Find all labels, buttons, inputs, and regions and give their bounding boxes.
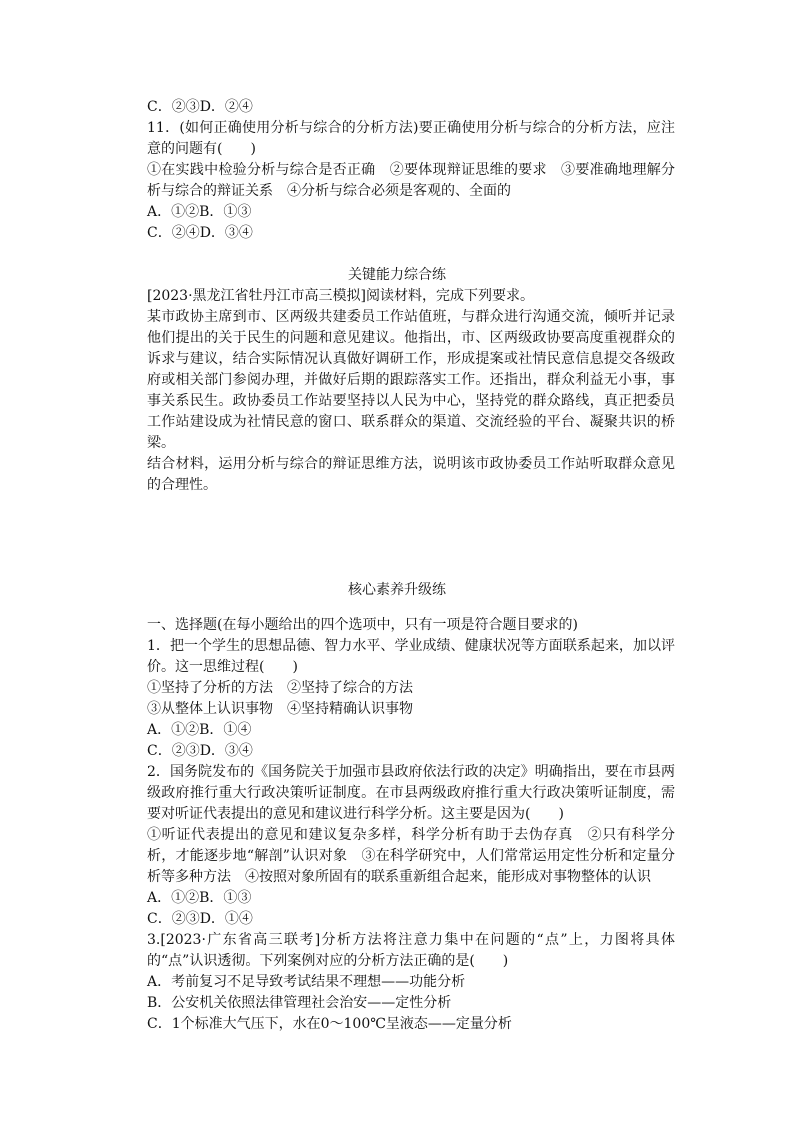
q2-options-cd: C．②③D．①④ [147,911,253,927]
page-content [119,97,675,1035]
key-ability-material: 某市政协主席到市、区两级共建委员工作站值班，与群众进行沟通交流，倾听并记录他们提出的关于民生的问题和意见建议。他指出，市、区两级政协要高度重视群众的诉求与建议，结合实际情况认真做好调研工作，形成提案或社情民意信息提交各级政府或相关部门参阅办理，并做好后期的跟踪落实工作。还指出，群众利益无小事，事事关系民生。政协委员工作站要坚持以人民为中心，坚持党的群众路线，真正把委员工作站建设成为社情民意的窗口、联系群众的渠道、交流经验的平台、凝聚共识的桥梁。 [147,309,675,451]
q3-option-c: C．1个标准大气压下，水在0～100℃呈液态——定量分析 [147,1016,512,1032]
q11-stem: 11．(如何正确使用分析与综合的分析方法)要正确使用分析与综合的分析方法，应注意的问题有( ) [147,120,675,157]
q3-stem: 3.[2023·广东省高三联考]分析方法将注意力集中在问题的“点”上，力图将具体的“点”认识透彻。下列案例对应的分析方法正确的是( ) [147,932,675,969]
section-title-core-literacy: 核心素养升级练 [348,582,446,598]
q1-statements-34: ③从整体上认识事物 ④坚持精确认识事物 [147,701,413,717]
q10-options-cd: C．②③D．②④ [147,99,253,115]
q1-options-cd: C．②③D．③④ [147,743,253,759]
section-title-key-ability: 关键能力综合练 [348,267,446,283]
q1-options-ab: A．①②B．①④ [147,722,252,738]
q2-options-ab: A．①②B．①③ [147,890,252,906]
answer-space [119,496,675,580]
q1-stem: 1．把一个学生的思想品德、智力水平、学业成绩、健康状况等方面联系起来，加以评价。这一思维过程( ) [147,638,675,675]
q2-statements: ①听证代表提出的意见和建议复杂多样，科学分析有助于去伪存真 ②只有科学分析，才能逐步地“解剖”认识对象 ③在科学研究中，人们常常运用定性分析和定量分析等多种方法 ④按照对象所固有的联系重新组合起来，能形成对事物整体的认识 [147,827,675,885]
q3-option-b: B．公安机关依照法律管理社会治安——定性分析 [147,995,452,1011]
q1-statements-12: ①坚持了分析的方法 ②坚持了综合的方法 [147,680,413,696]
q11-options-cd: C．②④D．③④ [147,225,253,241]
part-one-heading: 一、选择题(在每小题给出的四个选项中，只有一项是符合题目要求的) [147,617,578,633]
q11-statements: ①在实践中检验分析与综合是否正确 ②要体现辩证思维的要求 ③要准确地理解分析与综合的辩证关系 ④分析与综合必须是客观的、全面的 [147,162,675,199]
spacer [119,601,675,615]
q3-option-a: A．考前复习不足导致考试结果不理想——功能分析 [147,974,466,990]
q2-stem: 2．国务院发布的《国务院关于加强市县政府依法行政的决定》明确指出，要在市县两级政府推行重大行政决策听证制度。在市县两级政府推行重大行政决策听证制度，需要对听证代表提出的意见和建议进行科学分析。这主要是因为( ) [147,764,675,822]
spacer [119,244,675,265]
key-ability-source: [2023·黑龙江省牡丹江市高三模拟]阅读材料，完成下列要求。 [147,288,535,304]
key-ability-task: 结合材料，运用分析与综合的辩证思维方法，说明该市政协委员工作站听取群众意见的合理性。 [147,456,675,493]
q11-options-ab: A．①②B．①③ [147,204,252,220]
